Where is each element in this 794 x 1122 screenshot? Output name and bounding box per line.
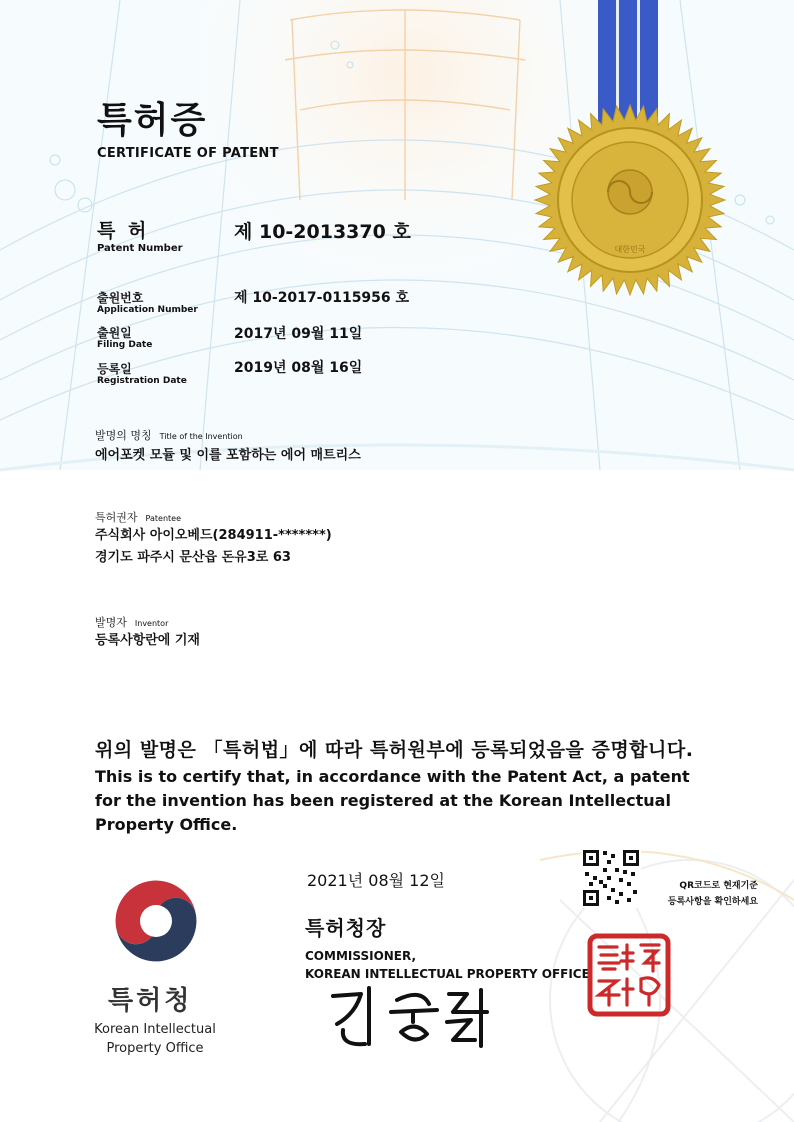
inventor-label-en: Inventor (134, 619, 169, 628)
certificate-title-ko: 특허증 (97, 100, 208, 141)
qr-code[interactable] (581, 848, 641, 908)
office-name-en-line-1: Korean Intellectual (94, 1022, 216, 1037)
certificate-title-en: CERTIFICATE OF PATENT (97, 146, 279, 161)
qr-note-line-2: 등록사항을 확인하세요 (667, 897, 758, 907)
qr-note (643, 878, 758, 910)
filing-date-label: 출원일 (97, 326, 132, 340)
office-name-en (80, 1020, 230, 1058)
patentee-name: 주식회사 아이오베드(284911-*******) (95, 528, 332, 543)
application-number-value: 제 10-2017-0115956 호 (234, 290, 410, 306)
commissioner-title-ko: 특허청장 (305, 916, 387, 940)
issue-date: 2021년 08월 12일 (307, 871, 445, 890)
qr-note-line-1: QR코드로 현재기준 (679, 881, 758, 891)
invention-label-en: Title of the Invention (159, 432, 243, 441)
registration-date-value: 2019년 08월 16일 (234, 360, 363, 376)
patent-number-label: 특 허 (97, 220, 150, 242)
commissioner-en-line-2: KOREAN INTELLECTUAL PROPERTY OFFICE (305, 967, 590, 981)
registration-date-label: 등록일 (97, 362, 132, 376)
medal-text: 대한민국 (614, 245, 646, 254)
invention-title-label (95, 424, 243, 443)
patentee-label-en: Patentee (145, 514, 181, 523)
office-name-ko: 특허청 (108, 986, 193, 1016)
registration-date-label-en: Registration Date (97, 376, 187, 386)
certification-text-en: This is to certify that, in accordance with the Patent Act, a patent for the invention has been registered at the Korean Intellectual Property Office. (95, 767, 690, 834)
application-number-label-en: Application Number (97, 305, 198, 315)
invention-label-ko: 발명의 명칭 (95, 429, 152, 442)
office-name-en-line-2: Property Office (106, 1041, 204, 1056)
inventor-value: 등록사항란에 기재 (95, 633, 200, 648)
commissioner-signature (325, 982, 495, 1052)
filing-date-value: 2017년 09월 11일 (234, 326, 363, 342)
inventor-label-ko: 발명자 (95, 616, 127, 629)
application-number-label: 출원번호 (97, 291, 144, 305)
invention-title-value: 에어포켓 모듈 및 이를 포함하는 에어 매트리스 (95, 448, 361, 463)
kipo-emblem (110, 875, 202, 967)
patentee-label-ko: 특허권자 (95, 511, 138, 524)
inventor-label (95, 611, 168, 630)
certification-text-ko: 위의 발명은 「특허법」에 따라 특허원부에 등록되었음을 증명합니다. (95, 739, 694, 761)
patent-number-label-en: Patent Number (97, 243, 183, 254)
filing-date-label-en: Filing Date (97, 340, 153, 350)
official-seal-stamp (587, 933, 671, 1017)
patentee-label (95, 506, 181, 525)
patentee-address: 경기도 파주시 문산읍 돈유3로 63 (95, 550, 291, 565)
patent-number-value: 제 10-2013370 호 (234, 221, 411, 243)
commissioner-en-line-1: COMMISSIONER, (305, 949, 417, 963)
commissioner-title-en (305, 947, 590, 983)
